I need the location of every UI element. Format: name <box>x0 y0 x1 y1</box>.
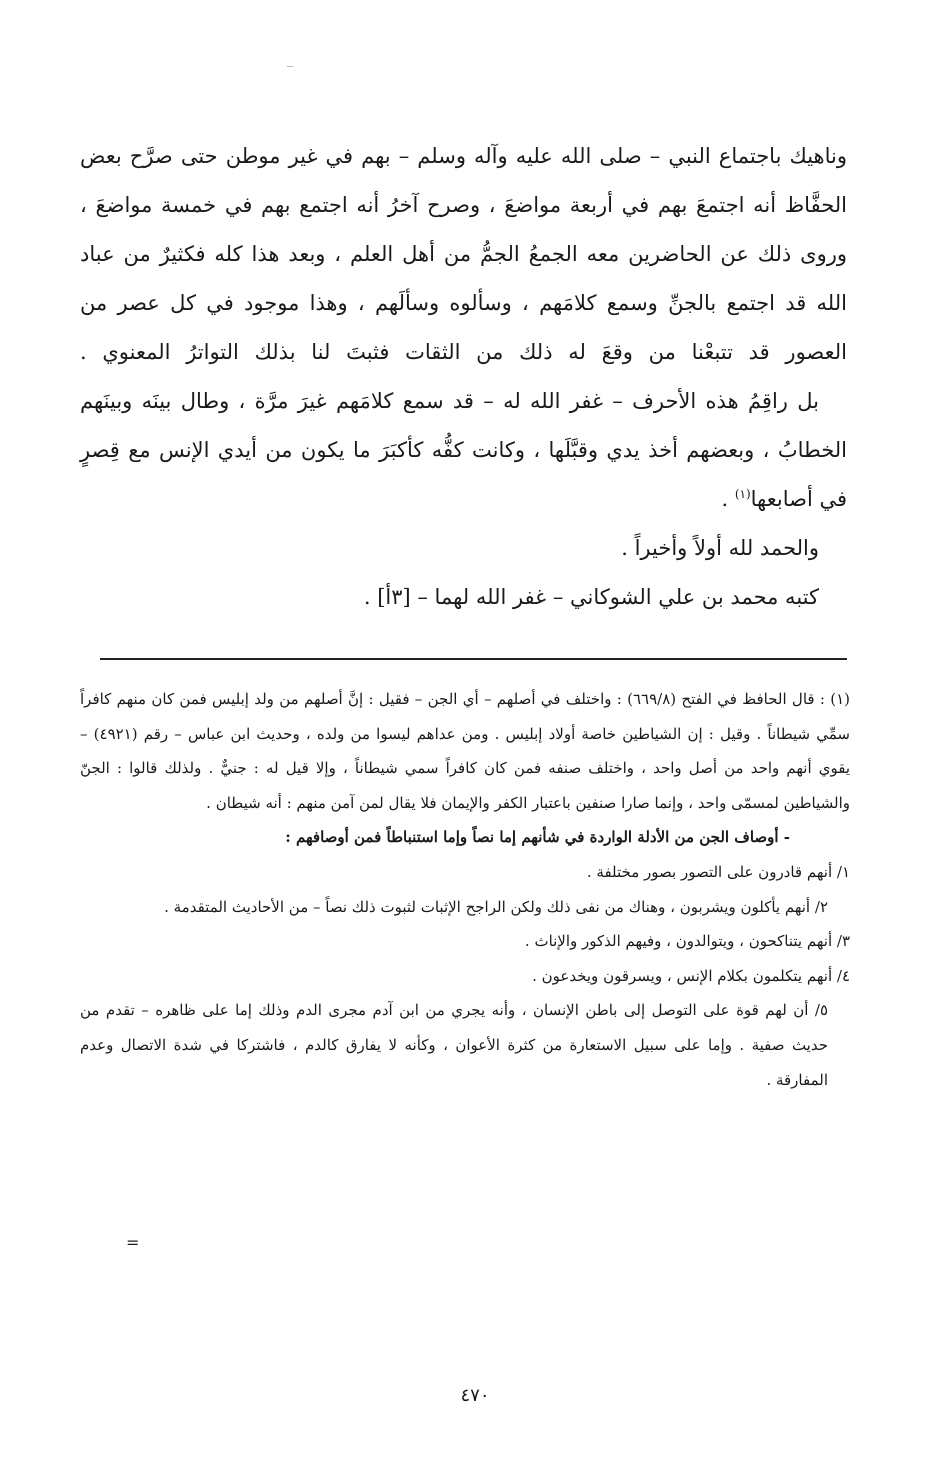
main-text <box>80 132 847 622</box>
page-number: ٤٧٠ <box>460 1385 490 1406</box>
footnote-item-3: ٣/ أنهم يتناكحون ، ويتوالدون ، وفيهم الذكور والإناث . <box>524 932 850 951</box>
footnote-reference: (١) <box>734 487 751 501</box>
footnote-1: (١) : قال الحافظ في الفتح (٦٦٩/٨) : واختلف في أصلهم – أي الجن – فقيل : إنَّ أصلهم من ولد إبليس فمن كان منهم كافراً سمِّي شيطاناً . وقيل : إن الشياطين خاصة أولاد إبليس . ومن عداهم ليسوا من ولده ، وحديث ابن عباس – رقم (٤٩٢١) – يقوي أنهم واحد من أصل واحد ، واختلف صنفه فمن كان كافراً سمي شيطاناً ، وإلا قيل له : جنيٌّ . ولذلك قالوا : الجنّ والشياطين لمسمّى واحد ، وإنما صارا صنفين باعتبار الكفر والإيمان فلا يقال لمن آمن منهم : أنه شيطان . <box>80 690 850 812</box>
paragraph-1: وناهيك باجتماع النبي – صلى الله عليه وآله وسلم – بهم في غير موطن حتى صرَّح بعض الحفَّاظ أنه اجتمعَ بهم في أربعة مواضعَ ، وصرح آخرُ أنه اجتمع بهم في خمسة مواضعَ ، وروى ذلك عن الحاضرين معه الجمعُ الجمُّ من أهل العلم ، وبعد هذا كله فكثيرٌ من عباد الله قد اجتمع بالجنِّ وسمع كلامَهم ، وسألوه وسألَهم ، وهذا موجود في كل عصر من العصور قد تتبعْنا من وقعَ له ذلك من الثقات فثبتَ لنا بذلك التواترُ المعنوي . <box>80 144 847 364</box>
paragraph-2-text: بل راقِمُ هذه الأحرف – غفر الله له – قد سمع كلامَهم غيرَ مرَّة ، وطال بينَه وبينَهم الخطابُ ، وبعضهم أخذ يدي وقبَّلَها ، وكانت كفُّه كأكبَرَ ما يكون من أيدي الإنس مع قِصرٍ في أصابعها <box>80 389 847 511</box>
footnotes <box>80 682 850 1252</box>
paragraph-2 <box>80 377 847 524</box>
footnote-heading: - أوصاف الجن من الأدلة الواردة في شأنهم إما نصاً وإما استنباطاً فمن أوصافهم : <box>285 828 790 847</box>
footnote-item-4: ٤/ أنهم يتكلمون بكلام الإنس ، ويسرقون ويخدعون . <box>532 966 850 985</box>
closing-praise: والحمد لله أولاً وأخيراً . <box>621 536 819 560</box>
footnote-item-5: ٥/ أن لهم قوة على التوصل إلى باطن الإنسان ، وأنه يجري من ابن آدم مجرى الدم وذلك إما على ظاهره – تقدم من حديث صفية . وإما على سبيل الاستعارة من كثرة الأعوان ، وكأنه لا يفارق كالدم ، فاشتركا في شدة الاتصال وعدم المفارقة . <box>80 1001 828 1089</box>
signature: كتبه محمد بن علي الشوكاني – غفر الله لهما – [٣أ] . <box>363 585 819 609</box>
scan-speck <box>287 66 293 67</box>
footnote-item-1: ١/ أنهم قادرون على التصور بصور مختلفة . <box>586 862 850 881</box>
continuation-mark: = <box>126 1233 140 1252</box>
footnote-item-2: ٢/ أنهم يأكلون ويشربون ، وهناك من نفى ذلك ولكن الراجح الإثبات لثبوت ذلك نصاً – من الأحاديث المتقدمة . <box>164 897 828 916</box>
paragraph-2-end: . <box>721 487 735 511</box>
footnote-separator <box>100 658 847 660</box>
